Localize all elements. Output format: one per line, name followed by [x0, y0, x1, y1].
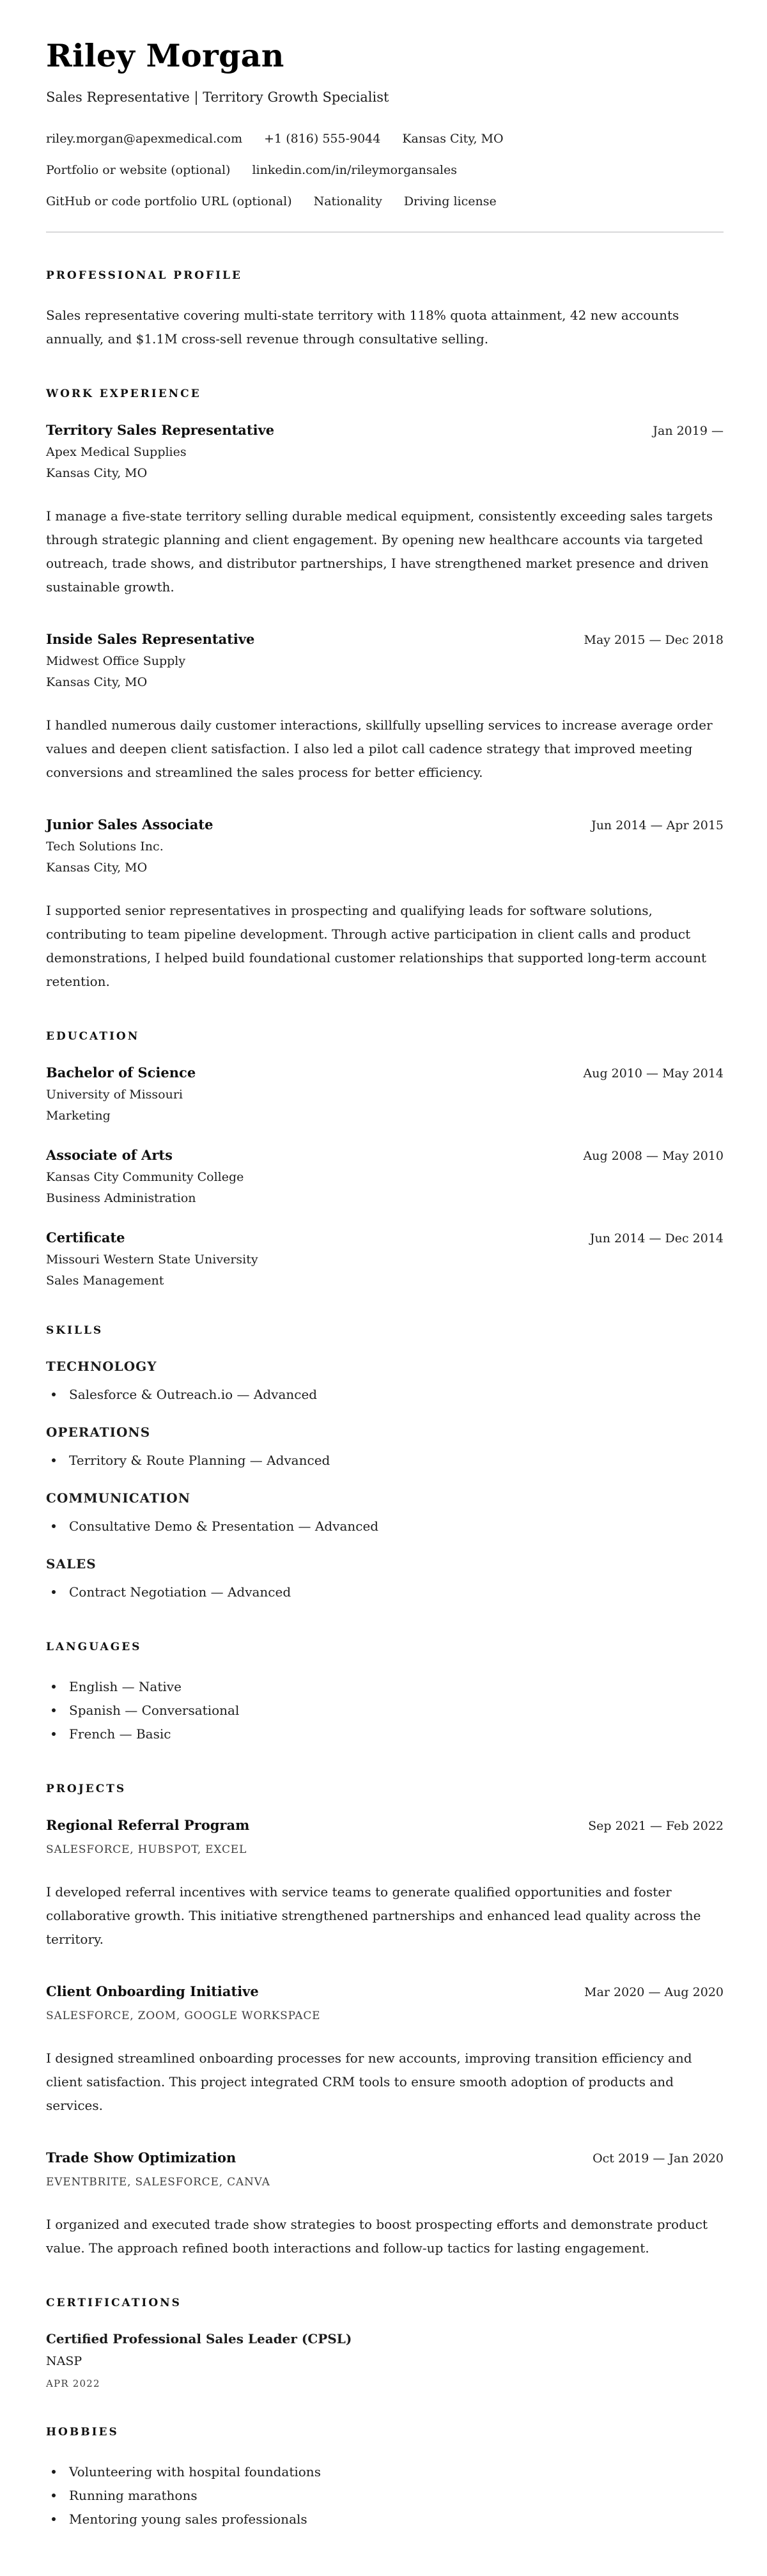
school-name: Kansas City Community College: [46, 1170, 244, 1184]
skill-item: Contract Negotiation — Advanced: [46, 1581, 724, 1604]
skill-item: Territory & Route Planning — Advanced: [46, 1449, 724, 1472]
entry-company: Apex Medical Supplies: [46, 445, 187, 459]
skill-group: [46, 1556, 724, 1604]
entry-head: [46, 1817, 724, 1833]
hobby-list: [46, 2460, 724, 2531]
section-label: WORK EXPERIENCE: [46, 387, 201, 400]
contact-phone: +1 (816) 555-9044: [264, 132, 381, 146]
degree-title: Associate of Arts: [46, 1147, 173, 1163]
entry-title: Inside Sales Representative: [46, 631, 255, 647]
project-tools: SALESFORCE, HUBSPOT, EXCEL: [46, 1843, 247, 1856]
skill-list: [46, 1449, 724, 1472]
contact-linkedin: linkedin.com/in/rileymorgansales: [252, 163, 457, 177]
contact-row: [46, 132, 724, 146]
field-of-study: Sales Management: [46, 1274, 164, 1288]
contact-github-placeholder: GitHub or code portfolio URL (optional): [46, 194, 292, 208]
entry-dates: Jan 2019 —: [653, 424, 724, 438]
candidate-name: Riley Morgan: [46, 37, 284, 74]
section-projects: [46, 1783, 724, 2260]
language-item: French — Basic: [46, 1722, 724, 1746]
project-tools: SALESFORCE, ZOOM, GOOGLE WORKSPACE: [46, 2010, 321, 2022]
entry-dates: Aug 2008 — May 2010: [583, 1149, 724, 1163]
project-description: I developed referral incentives with service teams to generate qualified opportunities and foster collaborative growth. This initiative strengthened partnerships and enhanced lead quality across the territory.: [46, 1884, 701, 1947]
section-hobbies: [46, 2426, 724, 2531]
entry-dates: Oct 2019 — Jan 2020: [593, 2151, 724, 2166]
entry-location: Kansas City, MO: [46, 861, 148, 875]
entry-description: I manage a five-state territory selling durable medical equipment, consistently exceeding sales targets through strategic planning and client engagement. By opening new healthcare accounts via targeted outreach, trade shows, and distributor partnerships, I have strengthened market presence and driven sustainable growth.: [46, 508, 713, 595]
section-label: PROFESSIONAL PROFILE: [46, 269, 242, 282]
project-entry: [46, 1817, 724, 1951]
hobby-item: Running marathons: [46, 2484, 724, 2508]
education-entry: [46, 1229, 724, 1288]
language-item: Spanish — Conversational: [46, 1699, 724, 1722]
project-entry: [46, 1983, 724, 2118]
entry-title: Territory Sales Representative: [46, 422, 275, 438]
entry-company: Tech Solutions Inc.: [46, 839, 164, 854]
entry-dates: Mar 2020 — Aug 2020: [584, 1985, 724, 1999]
certification-issuer: NASP: [46, 2354, 82, 2368]
entry-head: [46, 1065, 724, 1081]
section-education: [46, 1030, 724, 1288]
hobby-item: Volunteering with hospital foundations: [46, 2460, 724, 2484]
hobby-item: Mentoring young sales professionals: [46, 2508, 724, 2531]
contact-driving-license-placeholder: Driving license: [403, 194, 497, 208]
section-label: HOBBIES: [46, 2426, 119, 2439]
school-name: Missouri Western State University: [46, 1253, 258, 1267]
skill-group: [46, 1490, 724, 1538]
contact-row: [46, 194, 724, 208]
section-work-experience: [46, 387, 724, 994]
skill-list: [46, 1515, 724, 1538]
education-entry: [46, 1147, 724, 1205]
degree-title: Bachelor of Science: [46, 1065, 196, 1081]
section-label: PROJECTS: [46, 1783, 127, 1795]
entry-dates: Aug 2010 — May 2014: [583, 1066, 724, 1081]
language-list: [46, 1675, 724, 1746]
section-label: SKILLS: [46, 1324, 104, 1337]
entry-dates: Sep 2021 — Feb 2022: [588, 1819, 724, 1833]
contact-portfolio-placeholder: Portfolio or website (optional): [46, 163, 231, 177]
skill-item: Consultative Demo & Presentation — Advanced: [46, 1515, 724, 1538]
candidate-job-title: Sales Representative | Territory Growth Specialist: [46, 90, 389, 105]
project-title: Client Onboarding Initiative: [46, 1983, 259, 1999]
section-professional-profile: [46, 269, 724, 351]
entry-head: [46, 1229, 724, 1245]
project-description: I designed streamlined onboarding processes for new accounts, improving transition efficiency and client satisfaction. This project integrated CRM tools to ensure smooth adoption of products and services.: [46, 2050, 692, 2113]
project-entry: [46, 2150, 724, 2260]
entry-head: [46, 1147, 724, 1163]
section-label: EDUCATION: [46, 1030, 140, 1043]
certification-entry: [46, 2331, 724, 2389]
certification-date: APR 2022: [46, 2378, 100, 2389]
entry-location: Kansas City, MO: [46, 675, 148, 689]
entry-company: Midwest Office Supply: [46, 654, 186, 668]
contact-nationality-placeholder: Nationality: [313, 194, 382, 208]
section-label: CERTIFICATIONS: [46, 2297, 182, 2309]
skill-group-title: TECHNOLOGY: [46, 1359, 157, 1374]
certification-title: Certified Professional Sales Leader (CPSL): [46, 2331, 352, 2346]
entry-description: I supported senior representatives in prospecting and qualifying leads for software solutions, contributing to team pipeline development. Through active participation in client calls and product demonstrations, I helped build foundational customer relationships that supported long-term account retention.: [46, 903, 707, 989]
skill-group-title: OPERATIONS: [46, 1425, 151, 1440]
entry-location: Kansas City, MO: [46, 466, 148, 480]
field-of-study: Business Administration: [46, 1191, 196, 1205]
project-description: I organized and executed trade show strategies to boost prospecting efforts and demonstrate product value. The approach refined booth interactions and follow-up tactics for lasting engagement.: [46, 2217, 708, 2256]
entry-dates: Jun 2014 — Apr 2015: [591, 818, 724, 832]
skill-list: [46, 1383, 724, 1407]
field-of-study: Marketing: [46, 1109, 111, 1123]
section-languages: [46, 1641, 724, 1746]
entry-head: [46, 1983, 724, 1999]
project-title: Trade Show Optimization: [46, 2150, 236, 2166]
work-entry: [46, 631, 724, 785]
skill-group-title: COMMUNICATION: [46, 1490, 190, 1506]
project-tools: EVENTBRITE, SALESFORCE, CANVA: [46, 2176, 270, 2189]
entry-head: [46, 422, 724, 438]
entry-title: Junior Sales Associate: [46, 816, 213, 832]
profile-text: Sales representative covering multi-state territory with 118% quota attainment, 42 new accounts annually, and $1.1M cross-sell revenue through consultative selling.: [46, 308, 679, 347]
language-item: English — Native: [46, 1675, 724, 1699]
entry-dates: Jun 2014 — Dec 2014: [589, 1231, 724, 1245]
resume-header: [46, 37, 724, 233]
work-entry: [46, 422, 724, 599]
entry-head: [46, 2150, 724, 2166]
header-divider: [46, 231, 724, 233]
school-name: University of Missouri: [46, 1088, 183, 1102]
contact-location: Kansas City, MO: [402, 132, 504, 146]
education-entry: [46, 1065, 724, 1123]
section-certifications: [46, 2297, 724, 2389]
section-label: LANGUAGES: [46, 1641, 142, 1653]
entry-description: I handled numerous daily customer interactions, skillfully upselling services to increase average order values and deepen client satisfaction. I also led a pilot call cadence strategy that improved meeting conversions and streamlined the sales process for better efficiency.: [46, 717, 713, 780]
work-entry: [46, 816, 724, 994]
skill-item: Salesforce & Outreach.io — Advanced: [46, 1383, 724, 1407]
entry-head: [46, 631, 724, 647]
skill-list: [46, 1581, 724, 1604]
project-title: Regional Referral Program: [46, 1817, 250, 1833]
entry-head: [46, 816, 724, 832]
contact-email: riley.morgan@apexmedical.com: [46, 132, 243, 146]
entry-dates: May 2015 — Dec 2018: [584, 633, 724, 647]
skill-group: [46, 1425, 724, 1472]
skill-group: [46, 1359, 724, 1407]
skill-group-title: SALES: [46, 1556, 97, 1572]
section-skills: [46, 1324, 724, 1604]
degree-title: Certificate: [46, 1229, 125, 1245]
contact-row: [46, 163, 724, 177]
